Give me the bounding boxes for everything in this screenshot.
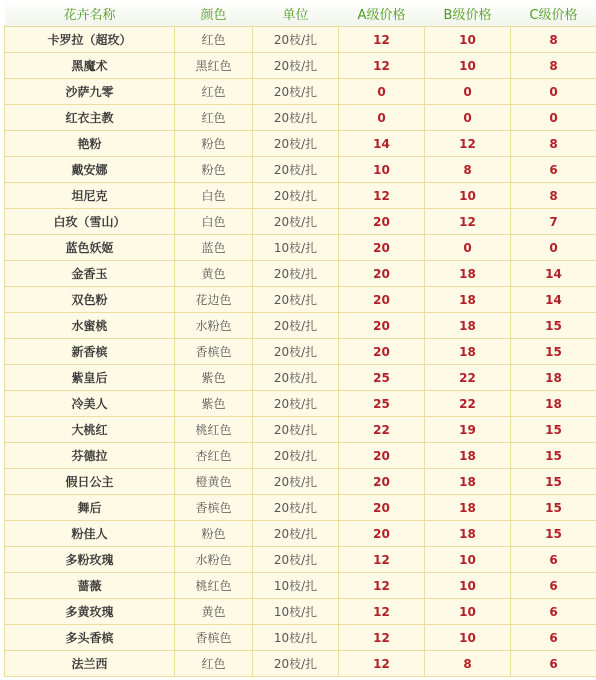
header-color: 颜色 <box>175 0 253 27</box>
color-cell: 紫色 <box>175 391 253 417</box>
price-a-cell: 12 <box>339 573 425 599</box>
color-cell: 白色 <box>175 209 253 235</box>
unit-cell: 20枝/扎 <box>253 209 339 235</box>
price-c-cell: 18 <box>511 391 596 417</box>
price-a-cell: 12 <box>339 53 425 79</box>
flower-name-cell: 法兰西 <box>5 651 175 677</box>
price-b-cell: 18 <box>425 495 511 521</box>
color-cell: 橙黄色 <box>175 469 253 495</box>
color-cell: 水粉色 <box>175 313 253 339</box>
header-price-c: C级价格 <box>511 0 596 27</box>
flower-name-cell: 大桃红 <box>5 417 175 443</box>
unit-cell: 20枝/扎 <box>253 287 339 313</box>
price-b-cell: 8 <box>425 651 511 677</box>
unit-cell: 20枝/扎 <box>253 313 339 339</box>
table-row <box>5 209 596 235</box>
price-b-cell: 10 <box>425 53 511 79</box>
table-row <box>5 521 596 547</box>
color-cell: 水粉色 <box>175 547 253 573</box>
table-row <box>5 599 596 625</box>
price-c-cell: 7 <box>511 209 596 235</box>
price-c-cell: 15 <box>511 417 596 443</box>
price-a-cell: 20 <box>339 287 425 313</box>
flower-name-cell: 黑魔术 <box>5 53 175 79</box>
price-c-cell: 6 <box>511 599 596 625</box>
unit-cell: 20枝/扎 <box>253 105 339 131</box>
price-c-cell: 15 <box>511 521 596 547</box>
table-row <box>5 625 596 651</box>
table-row <box>5 105 596 131</box>
flower-name-cell: 假日公主 <box>5 469 175 495</box>
price-a-cell: 22 <box>339 417 425 443</box>
color-cell: 香槟色 <box>175 625 253 651</box>
unit-cell: 10枝/扎 <box>253 599 339 625</box>
flower-name-cell: 多黄玫瑰 <box>5 599 175 625</box>
price-c-cell: 18 <box>511 365 596 391</box>
color-cell: 蓝色 <box>175 235 253 261</box>
table-row <box>5 547 596 573</box>
price-c-cell: 15 <box>511 443 596 469</box>
price-b-cell: 18 <box>425 339 511 365</box>
unit-cell: 20枝/扎 <box>253 495 339 521</box>
price-c-cell: 15 <box>511 469 596 495</box>
header-unit: 单位 <box>253 0 339 27</box>
unit-cell: 20枝/扎 <box>253 157 339 183</box>
price-b-cell: 18 <box>425 313 511 339</box>
unit-cell: 20枝/扎 <box>253 521 339 547</box>
flower-name-cell: 艳粉 <box>5 131 175 157</box>
unit-cell: 20枝/扎 <box>253 651 339 677</box>
price-b-cell: 12 <box>425 209 511 235</box>
flower-name-cell: 蓝色妖姬 <box>5 235 175 261</box>
price-a-cell: 20 <box>339 443 425 469</box>
table-row <box>5 573 596 599</box>
table-row <box>5 235 596 261</box>
color-cell: 黑红色 <box>175 53 253 79</box>
price-c-cell: 0 <box>511 105 596 131</box>
price-a-cell: 12 <box>339 625 425 651</box>
price-c-cell: 15 <box>511 313 596 339</box>
unit-cell: 20枝/扎 <box>253 391 339 417</box>
color-cell: 桃红色 <box>175 417 253 443</box>
price-a-cell: 25 <box>339 391 425 417</box>
flower-name-cell: 卡罗拉（超玫） <box>5 27 175 53</box>
price-c-cell: 15 <box>511 339 596 365</box>
price-c-cell: 14 <box>511 261 596 287</box>
unit-cell: 20枝/扎 <box>253 183 339 209</box>
table-row <box>5 417 596 443</box>
price-a-cell: 12 <box>339 183 425 209</box>
table-row <box>5 313 596 339</box>
price-a-cell: 0 <box>339 79 425 105</box>
flower-name-cell: 冷美人 <box>5 391 175 417</box>
color-cell: 黄色 <box>175 261 253 287</box>
color-cell: 粉色 <box>175 521 253 547</box>
price-b-cell: 18 <box>425 521 511 547</box>
table-row <box>5 157 596 183</box>
price-b-cell: 19 <box>425 417 511 443</box>
unit-cell: 20枝/扎 <box>253 79 339 105</box>
price-a-cell: 12 <box>339 599 425 625</box>
price-b-cell: 10 <box>425 599 511 625</box>
table-row <box>5 651 596 677</box>
table-body <box>5 27 596 677</box>
color-cell: 白色 <box>175 183 253 209</box>
unit-cell: 10枝/扎 <box>253 235 339 261</box>
price-a-cell: 20 <box>339 469 425 495</box>
price-a-cell: 14 <box>339 131 425 157</box>
color-cell: 香槟色 <box>175 339 253 365</box>
price-b-cell: 0 <box>425 235 511 261</box>
price-a-cell: 25 <box>339 365 425 391</box>
table-row <box>5 131 596 157</box>
unit-cell: 20枝/扎 <box>253 27 339 53</box>
price-b-cell: 10 <box>425 573 511 599</box>
price-a-cell: 12 <box>339 651 425 677</box>
color-cell: 粉色 <box>175 157 253 183</box>
header-flower-name: 花卉名称 <box>5 0 175 27</box>
unit-cell: 20枝/扎 <box>253 469 339 495</box>
color-cell: 红色 <box>175 79 253 105</box>
unit-cell: 20枝/扎 <box>253 53 339 79</box>
flower-name-cell: 坦尼克 <box>5 183 175 209</box>
flower-name-cell: 双色粉 <box>5 287 175 313</box>
flower-name-cell: 红衣主教 <box>5 105 175 131</box>
unit-cell: 20枝/扎 <box>253 339 339 365</box>
price-a-cell: 20 <box>339 235 425 261</box>
flower-name-cell: 舞后 <box>5 495 175 521</box>
price-a-cell: 20 <box>339 209 425 235</box>
price-a-cell: 20 <box>339 339 425 365</box>
unit-cell: 20枝/扎 <box>253 365 339 391</box>
unit-cell: 20枝/扎 <box>253 547 339 573</box>
price-b-cell: 10 <box>425 547 511 573</box>
table-row <box>5 183 596 209</box>
price-b-cell: 22 <box>425 391 511 417</box>
color-cell: 粉色 <box>175 131 253 157</box>
price-b-cell: 18 <box>425 469 511 495</box>
price-a-cell: 20 <box>339 261 425 287</box>
flower-name-cell: 多头香槟 <box>5 625 175 651</box>
header-price-a: A级价格 <box>339 0 425 27</box>
flower-name-cell: 新香槟 <box>5 339 175 365</box>
flower-name-cell: 蔷薇 <box>5 573 175 599</box>
price-a-cell: 10 <box>339 157 425 183</box>
color-cell: 红色 <box>175 27 253 53</box>
flower-name-cell: 沙萨九零 <box>5 79 175 105</box>
price-a-cell: 20 <box>339 313 425 339</box>
table-row <box>5 443 596 469</box>
flower-name-cell: 金香玉 <box>5 261 175 287</box>
table-row <box>5 495 596 521</box>
color-cell: 红色 <box>175 105 253 131</box>
unit-cell: 20枝/扎 <box>253 443 339 469</box>
color-cell: 桃红色 <box>175 573 253 599</box>
flower-name-cell: 水蜜桃 <box>5 313 175 339</box>
unit-cell: 20枝/扎 <box>253 417 339 443</box>
price-c-cell: 15 <box>511 495 596 521</box>
price-c-cell: 8 <box>511 27 596 53</box>
price-c-cell: 8 <box>511 183 596 209</box>
table-row <box>5 79 596 105</box>
table-row <box>5 261 596 287</box>
flower-name-cell: 紫皇后 <box>5 365 175 391</box>
price-b-cell: 8 <box>425 157 511 183</box>
price-b-cell: 0 <box>425 105 511 131</box>
table-row <box>5 53 596 79</box>
price-c-cell: 0 <box>511 235 596 261</box>
unit-cell: 20枝/扎 <box>253 261 339 287</box>
price-c-cell: 6 <box>511 157 596 183</box>
price-c-cell: 6 <box>511 547 596 573</box>
price-c-cell: 6 <box>511 573 596 599</box>
table-header-row <box>5 0 596 27</box>
price-b-cell: 10 <box>425 625 511 651</box>
price-b-cell: 0 <box>425 79 511 105</box>
flower-price-table <box>4 0 596 677</box>
table-row <box>5 391 596 417</box>
flower-name-cell: 多粉玫瑰 <box>5 547 175 573</box>
price-a-cell: 20 <box>339 521 425 547</box>
header-price-b: B级价格 <box>425 0 511 27</box>
price-c-cell: 0 <box>511 79 596 105</box>
price-b-cell: 22 <box>425 365 511 391</box>
price-b-cell: 10 <box>425 27 511 53</box>
color-cell: 紫色 <box>175 365 253 391</box>
flower-name-cell: 芬德拉 <box>5 443 175 469</box>
price-b-cell: 18 <box>425 261 511 287</box>
table-row <box>5 469 596 495</box>
flower-name-cell: 戴安娜 <box>5 157 175 183</box>
table-row <box>5 287 596 313</box>
price-c-cell: 14 <box>511 287 596 313</box>
table-row <box>5 365 596 391</box>
table-row <box>5 339 596 365</box>
price-a-cell: 20 <box>339 495 425 521</box>
price-a-cell: 12 <box>339 547 425 573</box>
unit-cell: 10枝/扎 <box>253 625 339 651</box>
color-cell: 花边色 <box>175 287 253 313</box>
flower-name-cell: 粉佳人 <box>5 521 175 547</box>
flower-name-cell: 白玫（雪山） <box>5 209 175 235</box>
price-b-cell: 18 <box>425 443 511 469</box>
price-a-cell: 12 <box>339 27 425 53</box>
table-row <box>5 27 596 53</box>
price-b-cell: 12 <box>425 131 511 157</box>
price-b-cell: 18 <box>425 287 511 313</box>
price-c-cell: 8 <box>511 131 596 157</box>
price-c-cell: 6 <box>511 651 596 677</box>
price-c-cell: 6 <box>511 625 596 651</box>
price-b-cell: 10 <box>425 183 511 209</box>
color-cell: 红色 <box>175 651 253 677</box>
unit-cell: 20枝/扎 <box>253 131 339 157</box>
unit-cell: 10枝/扎 <box>253 573 339 599</box>
color-cell: 黄色 <box>175 599 253 625</box>
color-cell: 杏红色 <box>175 443 253 469</box>
price-c-cell: 8 <box>511 53 596 79</box>
price-a-cell: 0 <box>339 105 425 131</box>
color-cell: 香槟色 <box>175 495 253 521</box>
